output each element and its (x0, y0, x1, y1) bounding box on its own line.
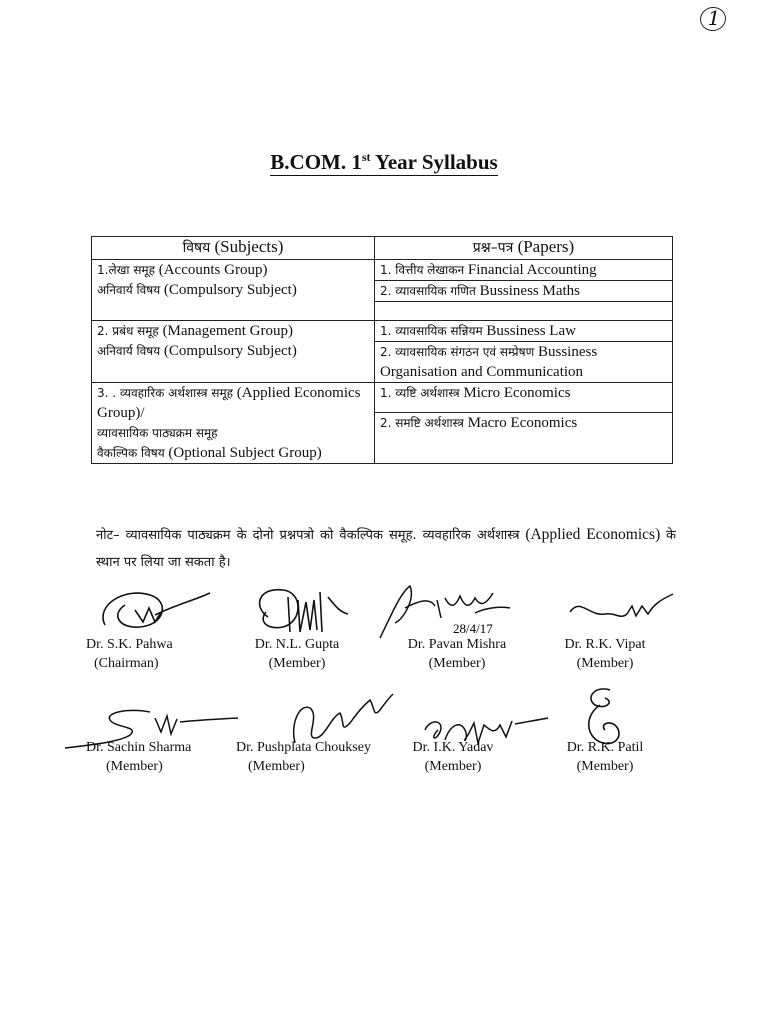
page-number: 1 (702, 6, 726, 30)
signature-date: 28/4/17 (453, 621, 493, 636)
signatory-pahwa: Dr. S.K. Pahwa (Chairman) (86, 637, 173, 671)
note-paragraph: नोट– व्यावसायिक पाठ्यक्रम के दोनो प्रश्नपत्रो को वैकल्पिक समूह. व्यवहारिक अर्थशास्त्र (Applied Economics) के स्थान पर लिया जा सकता है। (96, 526, 677, 570)
signatory-chouksey: Dr. Pushplata Chouksey (Member) (236, 740, 371, 774)
syllabus-table (91, 236, 673, 464)
signatory-patil: Dr. R.K. Patil (Member) (566, 740, 644, 774)
paper-cell: 1. वित्तीय लेखाकन Financial Accounting (375, 260, 673, 281)
signature-mishra (375, 578, 515, 643)
signatory-yadav: Dr. I.K. Yadav (Member) (412, 740, 494, 774)
signature-vipat (565, 592, 675, 632)
empty-cell (375, 302, 673, 321)
table-row (92, 321, 673, 342)
page-title (0, 150, 768, 175)
paper-cell: 1. व्यष्टि अर्थशास्त्र Micro Economics (375, 383, 673, 413)
table-header-row (92, 237, 673, 260)
papers-header: प्रश्न–पत्र (Papers) (375, 237, 673, 260)
group-cell-accounts: 1.लेखा समूह (Accounts Group) अनिवार्य विषय (Compulsory Subject) (92, 260, 375, 321)
title-main: B.COM. 1 (270, 150, 362, 174)
paper-cell: 2. व्यावसायिक गणित Bussiness Maths (375, 281, 673, 302)
paper-cell: 1. व्यावसायिक सन्नियम Bussiness Law (375, 321, 673, 342)
title-rest: Year Syllabus (370, 150, 498, 174)
group-cell-management: 2. प्रबंध समूह (Management Group) अनिवार्य विषय (Compulsory Subject) (92, 321, 375, 383)
signatory-mishra: Dr. Pavan Mishra (Member) (407, 637, 507, 671)
group-cell-applied-economics: 3. . व्यवहारिक अर्थशास्त्र समूह (Applied Economics Group)/ व्यावसायिक पाठ्यक्रम समूह वैकल्पिक विषय (Optional Subject Group) (92, 383, 375, 464)
paper-cell: 2. समष्टि अर्थशास्त्र Macro Economics (375, 413, 673, 464)
signatory-vipat: Dr. R.K. Vipat (Member) (564, 637, 646, 671)
signatory-gupta: Dr. N.L. Gupta (Member) (254, 637, 340, 671)
signature-gupta (248, 582, 358, 642)
table-row (92, 383, 673, 413)
paper-cell: 2. व्यावसायिक संगठन एवं सम्प्रेषण Bussiness Organisation and Communication (375, 342, 673, 383)
title-sup: st (361, 150, 371, 164)
table-row (92, 260, 673, 281)
signatory-sharma: Dr. Sachin Sharma (Member) (86, 740, 192, 774)
signature-pahwa (95, 585, 215, 640)
subjects-header: विषय (Subjects) (92, 237, 375, 260)
